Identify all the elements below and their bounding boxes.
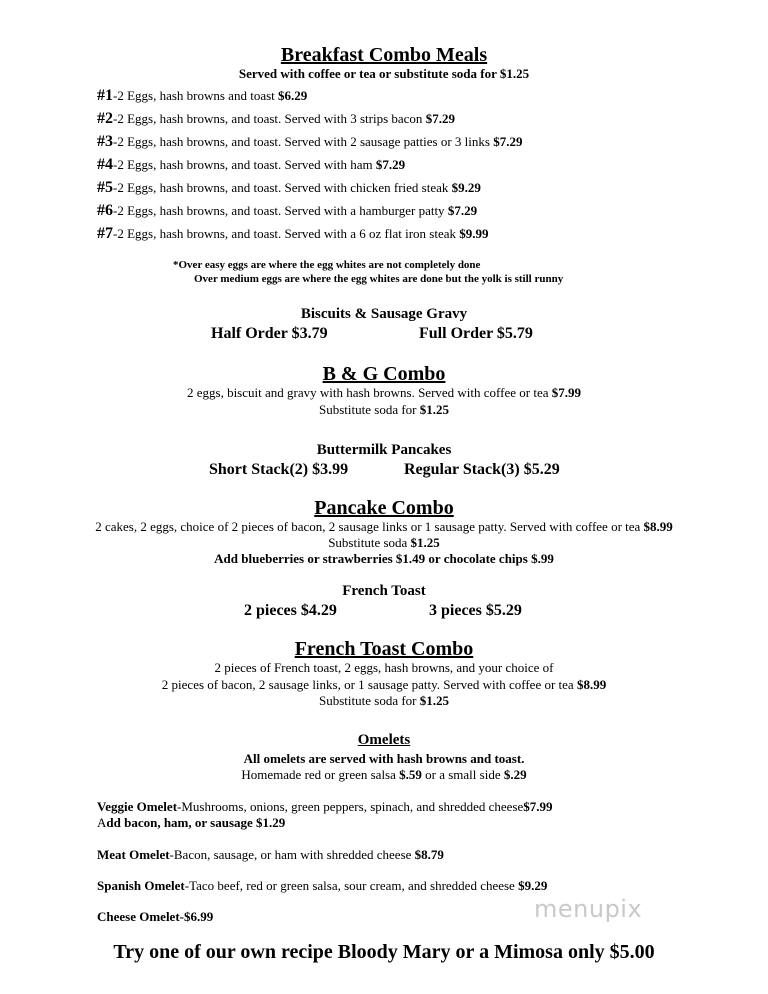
- pancakes-regular-stack: Regular Stack(3) $5.29: [404, 461, 560, 478]
- omelets-subtitle: All omelets are served with hash browns and toast.: [243, 751, 525, 766]
- combo-item-2: #2-2 Eggs, hash browns, and toast. Served with 3 strips bacon $7.29: [97, 110, 455, 127]
- biscuits-gravy-title: Biscuits & Sausage Gravy: [300, 306, 468, 322]
- combo-item-5: #5-2 Eggs, hash browns, and toast. Served with chicken fried steak $9.29: [97, 179, 481, 196]
- spanish-omelet: Spanish Omelet-Taco beef, red or green salsa, sour cream, and shredded cheese $9.29: [97, 878, 548, 893]
- pancake-combo-line1: 2 cakes, 2 eggs, choice of 2 pieces of bacon, 2 sausage links or 1 sausage patty. Served with coffee or tea $8.99: [95, 519, 673, 534]
- pancakes-title: Buttermilk Pancakes: [316, 442, 452, 458]
- menupix-watermark: menupix: [534, 895, 643, 923]
- combo-item-1: #1-2 Eggs, hash browns and toast $6.29: [97, 87, 308, 104]
- bg-combo-line2: Substitute soda for $1.25: [319, 402, 449, 417]
- omelets-salsa-note: Homemade red or green salsa $.59 or a small side $.29: [241, 767, 527, 782]
- egg-note-over-medium: Over medium eggs are where the egg whites are done but the yolk is still runny: [194, 273, 564, 285]
- biscuits-gravy-half: Half Order $3.79: [211, 325, 328, 342]
- pancake-combo-title: Pancake Combo: [314, 497, 454, 519]
- french-toast-combo-title: French Toast Combo: [294, 638, 474, 660]
- bg-combo-line1: 2 eggs, biscuit and gravy with hash browns. Served with coffee or tea $7.99: [186, 385, 581, 400]
- pancake-combo-line2: Substitute soda $1.25: [328, 535, 440, 550]
- bg-combo-title: B & G Combo: [322, 363, 446, 385]
- omelets-title: Omelets: [357, 732, 411, 748]
- meat-omelet: Meat Omelet-Bacon, sausage, or ham with shredded cheese $8.79: [97, 847, 444, 862]
- combo-item-6: #6-2 Eggs, hash browns, and toast. Served with a hamburger patty $7.29: [97, 202, 478, 219]
- pancake-combo-addons: Add blueberries or strawberries $1.49 or chocolate chips $.99: [214, 551, 554, 566]
- veggie-omelet: Veggie Omelet-Mushrooms, onions, green peppers, spinach, and shredded cheese$7.99: [97, 799, 553, 814]
- combo-item-7: #7-2 Eggs, hash browns, and toast. Served with a 6 oz flat iron steak $9.99: [97, 225, 489, 242]
- combo-item-3: #3-2 Eggs, hash browns, and toast. Served with 2 sausage patties or 3 links $7.29: [97, 133, 523, 150]
- french-toast-combo-line3: Substitute soda for $1.25: [319, 693, 449, 708]
- french-toast-combo-line2: 2 pieces of bacon, 2 sausage links, or 1 sausage patty. Served with coffee or tea $8.99: [161, 677, 607, 692]
- cheese-omelet: Cheese Omelet-$6.99: [97, 909, 214, 924]
- french-toast-combo-line1: 2 pieces of French toast, 2 eggs, hash browns, and your choice of: [214, 660, 554, 675]
- veggie-omelet-addon: Add bacon, ham, or sausage $1.29: [97, 815, 286, 830]
- combo-item-4: #4-2 Eggs, hash browns, and toast. Served with ham $7.29: [97, 156, 406, 173]
- footer-drinks-promo: Try one of our own recipe Bloody Mary or a Mimosa only $5.00: [113, 941, 655, 963]
- egg-note-over-easy: *Over easy eggs are where the egg whites are not completely done: [173, 259, 481, 271]
- breakfast-combo-title: Breakfast Combo Meals: [280, 44, 488, 66]
- french-toast-three-pieces: 3 pieces $5.29: [429, 602, 522, 619]
- french-toast-two-pieces: 2 pieces $4.29: [244, 602, 337, 619]
- breakfast-combo-subtitle: Served with coffee or tea or substitute soda for $1.25: [238, 66, 530, 81]
- pancakes-short-stack: Short Stack(2) $3.99: [209, 461, 349, 478]
- biscuits-gravy-full: Full Order $5.79: [419, 325, 533, 342]
- french-toast-title: French Toast: [342, 583, 426, 599]
